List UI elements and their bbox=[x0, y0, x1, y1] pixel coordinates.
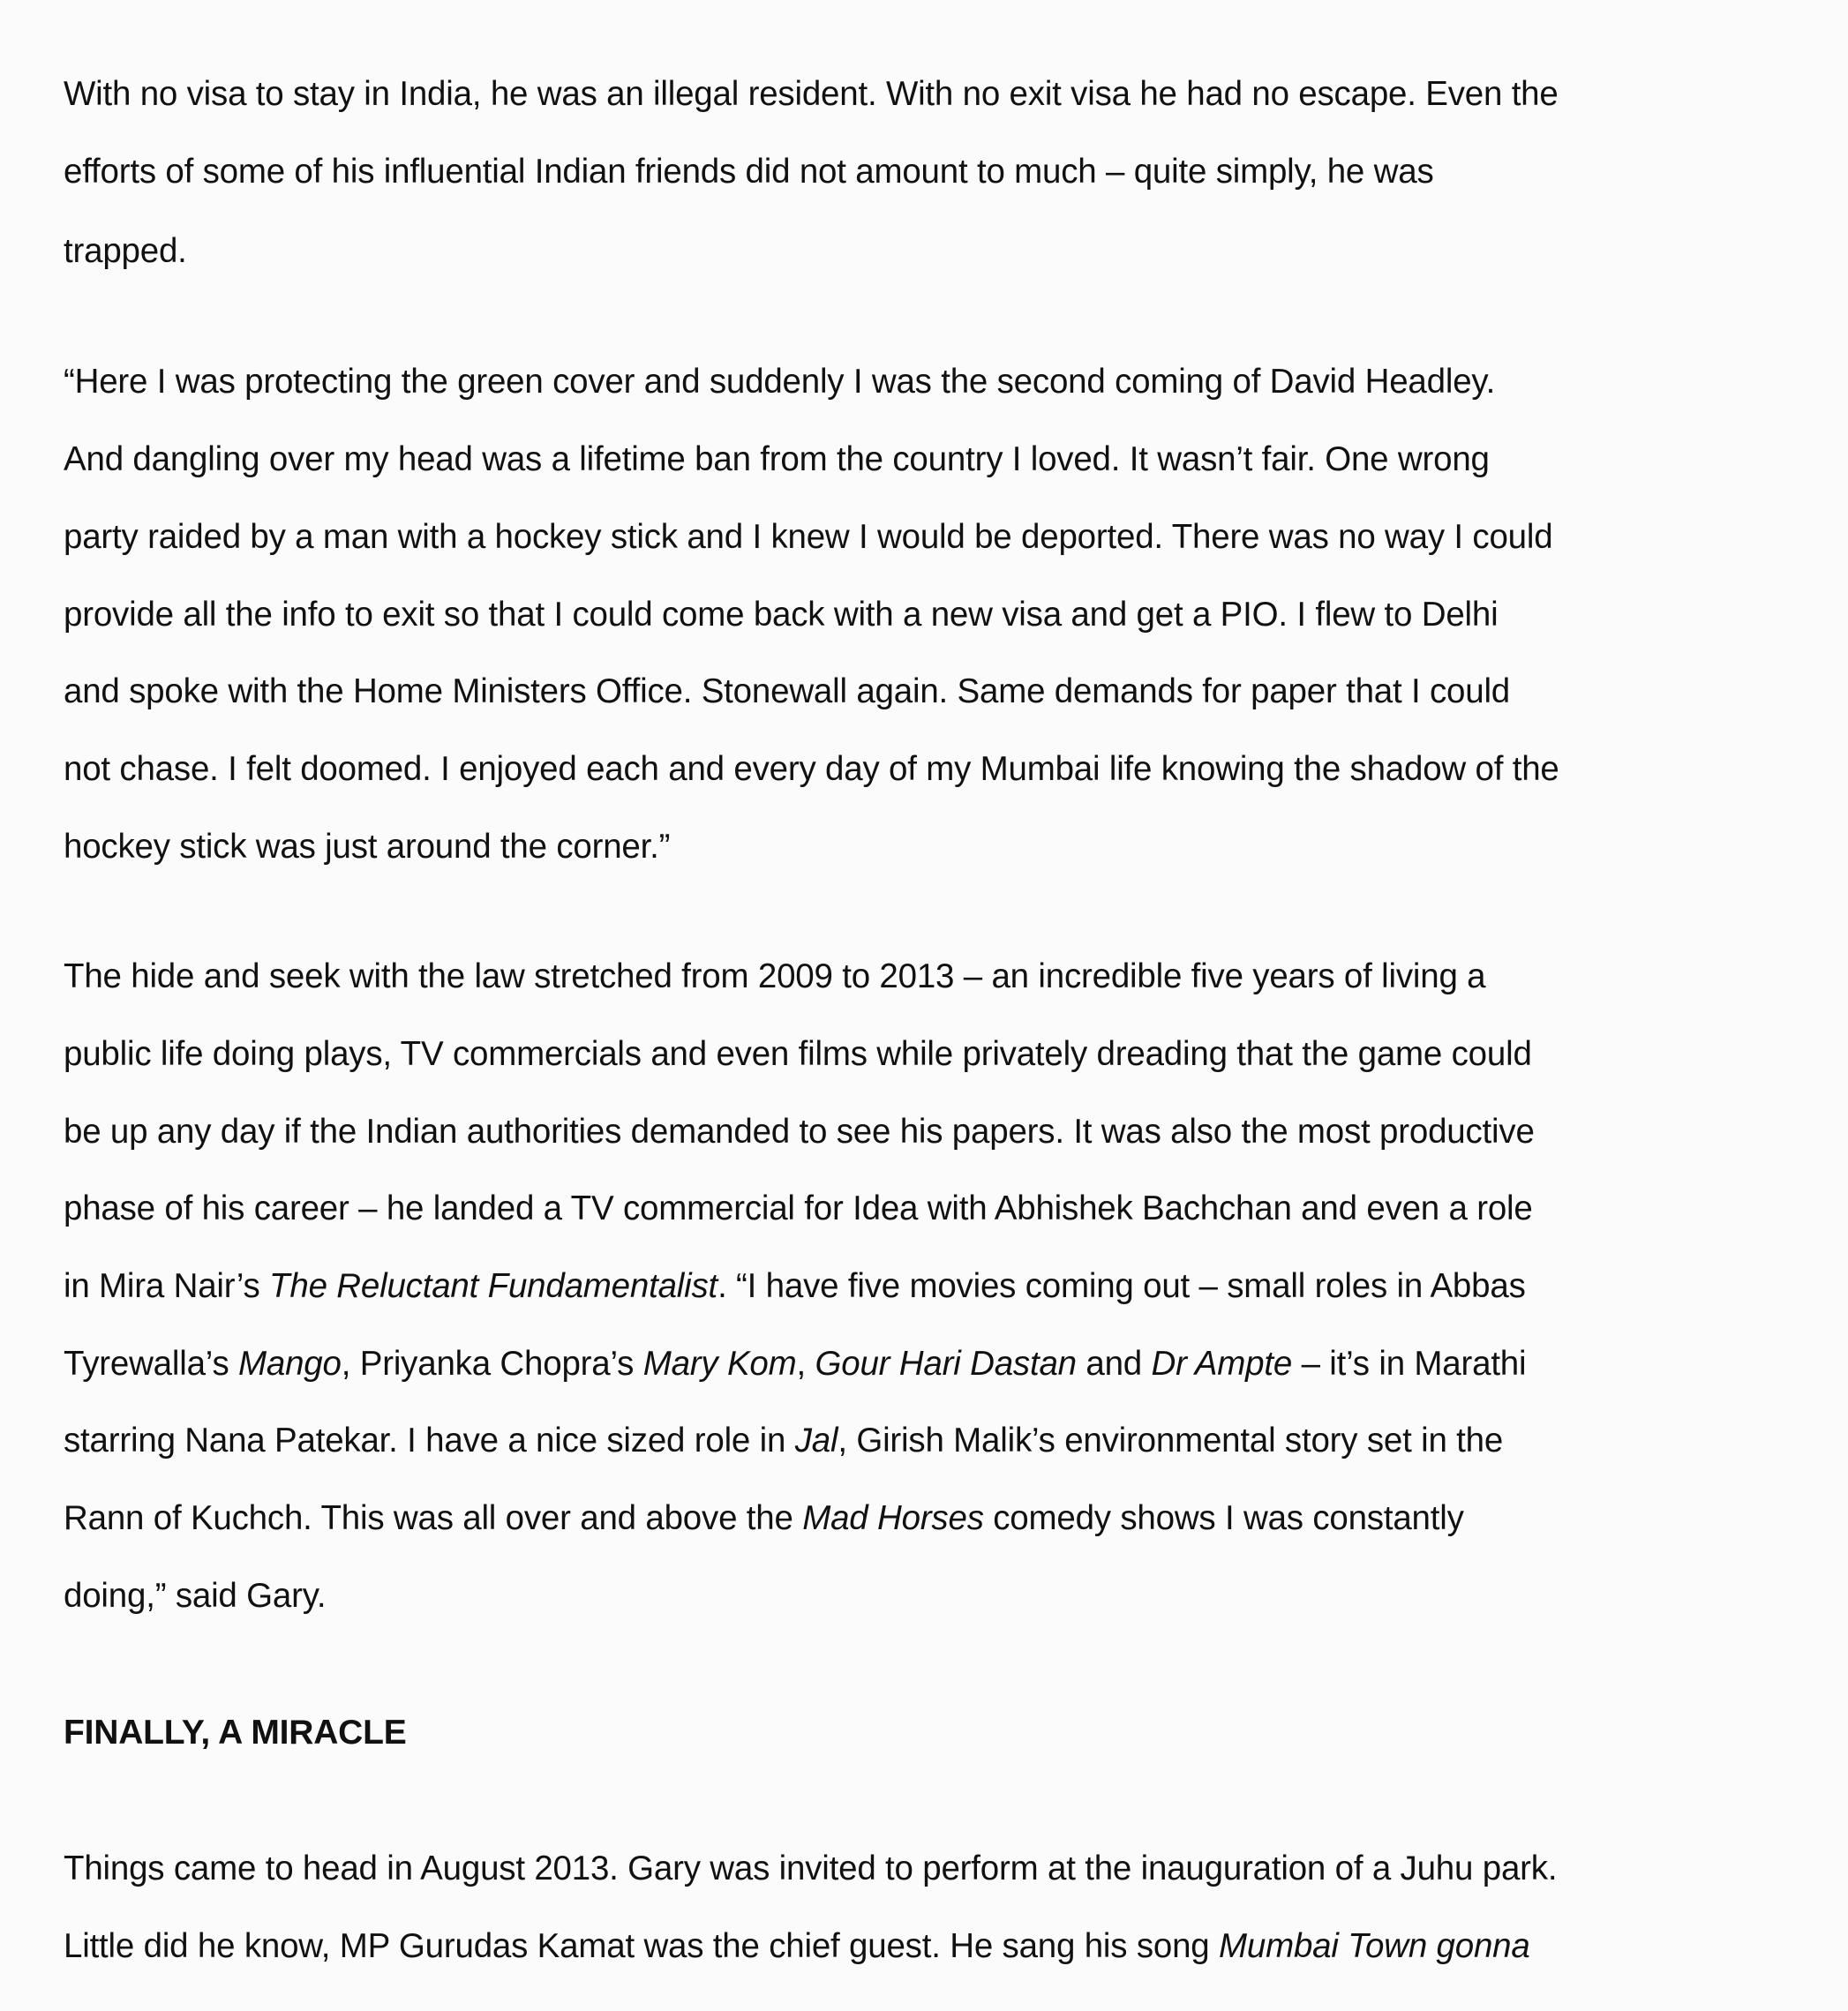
film-title: Jal bbox=[794, 1422, 838, 1459]
text-line: trapped. bbox=[64, 232, 187, 270]
text-line: phase of his career – he landed a TV commercial for Idea with Abhishek Bachchan and even a role bbox=[64, 1189, 1533, 1227]
film-title: Gour Hari Dastan bbox=[815, 1345, 1077, 1383]
film-title: Dr Ampte bbox=[1151, 1345, 1293, 1383]
text-line: “Here I was protecting the green cover and suddenly I was the second coming of David Headley. bbox=[64, 363, 1496, 401]
text-line: The hide and seek with the law stretched from 2009 to 2013 – an incredible five years of living a bbox=[64, 957, 1486, 995]
song-title: Mumbai Town gonna bbox=[1219, 1927, 1530, 1965]
text-run: , bbox=[796, 1345, 815, 1383]
text-line: doing,” said Gary. bbox=[64, 1577, 327, 1615]
text-line: hockey stick was just around the corner.” bbox=[64, 828, 671, 866]
text-run: in Mira Nair’s bbox=[64, 1267, 270, 1305]
text-run: starring Nana Patekar. I have a nice sized role in bbox=[64, 1422, 795, 1459]
text-line bbox=[64, 1266, 1526, 1307]
section-heading: FINALLY, A MIRACLE bbox=[64, 1714, 407, 1752]
text-line bbox=[64, 1344, 1526, 1384]
film-title: Mary Kom bbox=[642, 1345, 797, 1383]
text-run: – it’s in Marathi bbox=[1292, 1345, 1527, 1383]
film-title: Mango bbox=[238, 1345, 342, 1383]
text-run: , Girish Malik’s environmental story set in the bbox=[838, 1422, 1504, 1459]
film-title: The Reluctant Fundamentalist bbox=[269, 1267, 718, 1305]
text-line: efforts of some of his influential Indian friends did not amount to much – quite simply, he was bbox=[64, 153, 1434, 191]
text-line: And dangling over my head was a lifetime ban from the country I loved. It wasn’t fair. One wrong bbox=[64, 440, 1490, 478]
text-line: provide all the info to exit so that I could come back with a new visa and get a PIO. I flew to Delhi bbox=[64, 596, 1499, 634]
text-line: party raided by a man with a hockey stick and I knew I would be deported. There was no way I could bbox=[64, 518, 1553, 556]
text-run: . “I have five movies coming out – small roles in Abbas bbox=[717, 1267, 1526, 1305]
text-line: and spoke with the Home Ministers Office. Stonewall again. Same demands for paper that I could bbox=[64, 672, 1511, 710]
text-run: comedy shows I was constantly bbox=[983, 1499, 1464, 1537]
text-line: Things came to head in August 2013. Gary was invited to perform at the inauguration of a Juhu park. bbox=[64, 1850, 1558, 1887]
text-line: be up any day if the Indian authorities demanded to see his papers. It was also the most productive bbox=[64, 1113, 1535, 1151]
text-line: not chase. I felt doomed. I enjoyed each and every day of my Mumbai life knowing the shadow of the bbox=[64, 750, 1559, 788]
text-run: and bbox=[1076, 1345, 1152, 1383]
text-line bbox=[64, 1498, 1464, 1539]
text-run: , Priyanka Chopra’s bbox=[341, 1345, 643, 1383]
text-run: Rann of Kuchch. This was all over and above the bbox=[64, 1499, 803, 1537]
show-title: Mad Horses bbox=[802, 1499, 984, 1537]
text-line bbox=[64, 1926, 1530, 1967]
text-line bbox=[64, 1421, 1503, 1461]
text-run: Tyrewalla’s bbox=[64, 1345, 239, 1383]
text-line: With no visa to stay in India, he was an illegal resident. With no exit visa he had no escape. Even the bbox=[64, 75, 1559, 113]
text-line: public life doing plays, TV commercials and even films while privately dreading that the game could bbox=[64, 1035, 1532, 1073]
text-run: Little did he know, MP Gurudas Kamat was the chief guest. He sang his song bbox=[64, 1927, 1220, 1965]
